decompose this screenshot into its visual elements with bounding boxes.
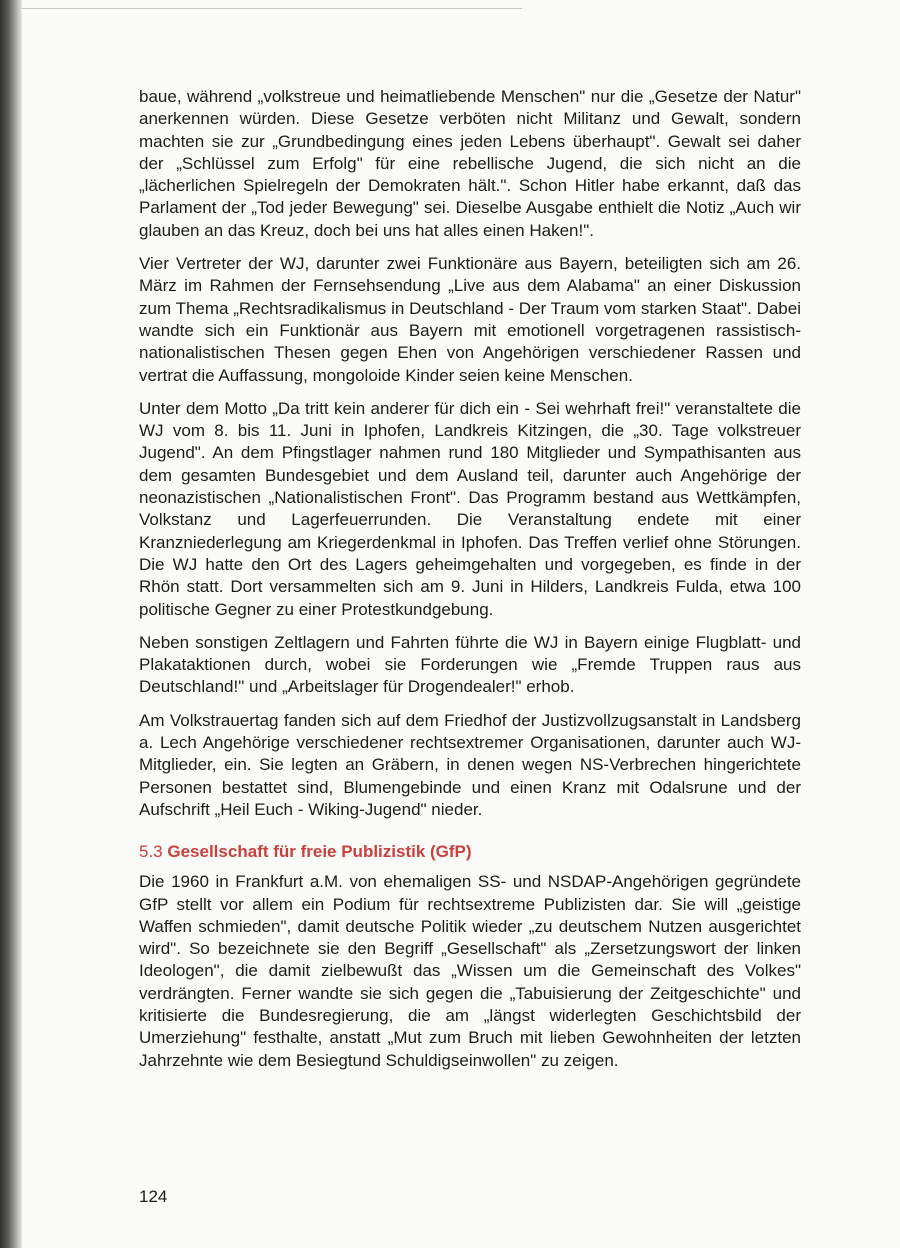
section-heading (139, 841, 801, 863)
paragraph: Vier Vertreter der WJ, darunter zwei Funktionäre aus Bayern, beteiligten sich am 26. März im Rahmen der Fernsehsendung „Live aus dem Alabama" an einer Diskussion zum Thema „Rechtsradikalismus in Deutschland - Der Traum vom starken Staat". Dabei wandte sich ein Funktionär aus Bayern mit emotionell vorgetragenen rassistisch-nationalistischen Thesen gegen Ehen von Angehörigen verschiedener Rassen und vertrat die Auffassung, mongoloide Kinder seien keine Menschen. (139, 254, 801, 385)
paragraph: Am Volkstrauertag fanden sich auf dem Friedhof der Justizvollzugsanstalt in Landsberg a. Lech Angehörige verschiedener rechtsextremer Organisationen, darunter auch WJ-Mitglieder, ein. Sie legten an Gräbern, in denen wegen NS-Verbrechen hingerichtete Personen bestattet sind, Blumengebinde und einen Kranz mit Odalsrune und der Aufschrift „Heil Euch - Wiking-Jugend" nieder. (139, 710, 801, 819)
section-title: Gesellschaft für freie Publizistik (GfP) (167, 842, 472, 862)
page-number: 124 (139, 1187, 168, 1206)
paragraph: Unter dem Motto „Da tritt kein anderer für dich ein - Sei wehrhaft frei!" veranstaltete die WJ vom 8. bis 11. Juni in Iphofen, Landkreis Kitzingen, die „30. Tage volkstreuer Jugend". An dem Pfingstlager nahmen rund 180 Mitglieder und Sympathisanten aus dem gesamten Bundesgebiet und dem Ausland teil, darunter auch Angehörige der neonazistischen „Nationalistischen Front". Das Programm bestand aus Wettkämpfen, Volkstanz und Lagerfeuerrunden. Die Veranstaltung endete mit einer Kranzniederlegung am Kriegerdenkmal in Iphofen. Das Treffen verlief ohne Störungen. Die WJ hatte den Ort des Lagers geheimgehalten und vorgegeben, es finde in der Rhön statt. Dort versammelten sich am 9. Juni in Hilders, Landkreis Fulda, etwa 100 politische Gegner zu einer Protestkundgebung. (139, 398, 801, 619)
section-number: 5.3 (139, 842, 163, 862)
paragraph: Neben sonstigen Zeltlagern und Fahrten führte die WJ in Bayern einige Flugblatt- und Plakataktionen durch, wobei sie Forderungen wie „Fremde Truppen raus aus Deutschland!" und „Arbeitslager für Drogendealer!" erhob. (139, 632, 801, 697)
paragraph: baue, während „volkstreue und heimatliebende Menschen" nur die „Gesetze der Natur" anerkennen würden. Diese Gesetze verböten nicht Militanz und Gewalt, sondern machten sie zur „Grundbedingung eines jeden Lebens überhaupt". Gewalt sei daher der „Schlüssel zum Erfolg" für eine rebellische Jugend, die sich nicht an die „lächerlichen Spielregeln der Demokraten hält.". Schon Hitler habe erkannt, daß das Parlament der „Tod jeder Bewegung" sei. Dieselbe Ausgabe enthielt die Notiz „Auch wir glauben an das Kreuz, doch bei uns hat alles einen Haken!". (139, 87, 801, 240)
paragraph: Die 1960 in Frankfurt a.M. von ehemaligen SS- und NSDAP-Angehörigen gegründete GfP stellt vor allem ein Podium für rechtsextreme Publizisten dar. Sie will „geistige Waffen schmieden", damit deutsche Politik wieder „zu deutschem Nutzen ausgerichtet wird". So bezeichnete sie den Begriff „Gesellschaft" als „Zersetzungswort der linken Ideologen", die damit zielbewußt das „Wissen um die Gemeinschaft des Volkes" verdrängten. Ferner wandte sie sich gegen die „Tabuisierung der Zeitgeschichte" und kritisierte die Bundesregierung, die am „längst widerlegten Geschichtsbild der Umerziehung" festhalte, anstatt „Mut zum Bruch mit lieben Gewohnheiten der letzten Jahrzehnte wie dem Besiegtund Schuldigseinwollen" zu zeigen. (139, 872, 801, 1070)
body-text (139, 86, 801, 1083)
top-rule (22, 8, 522, 9)
book-binding-edge (0, 0, 22, 1248)
